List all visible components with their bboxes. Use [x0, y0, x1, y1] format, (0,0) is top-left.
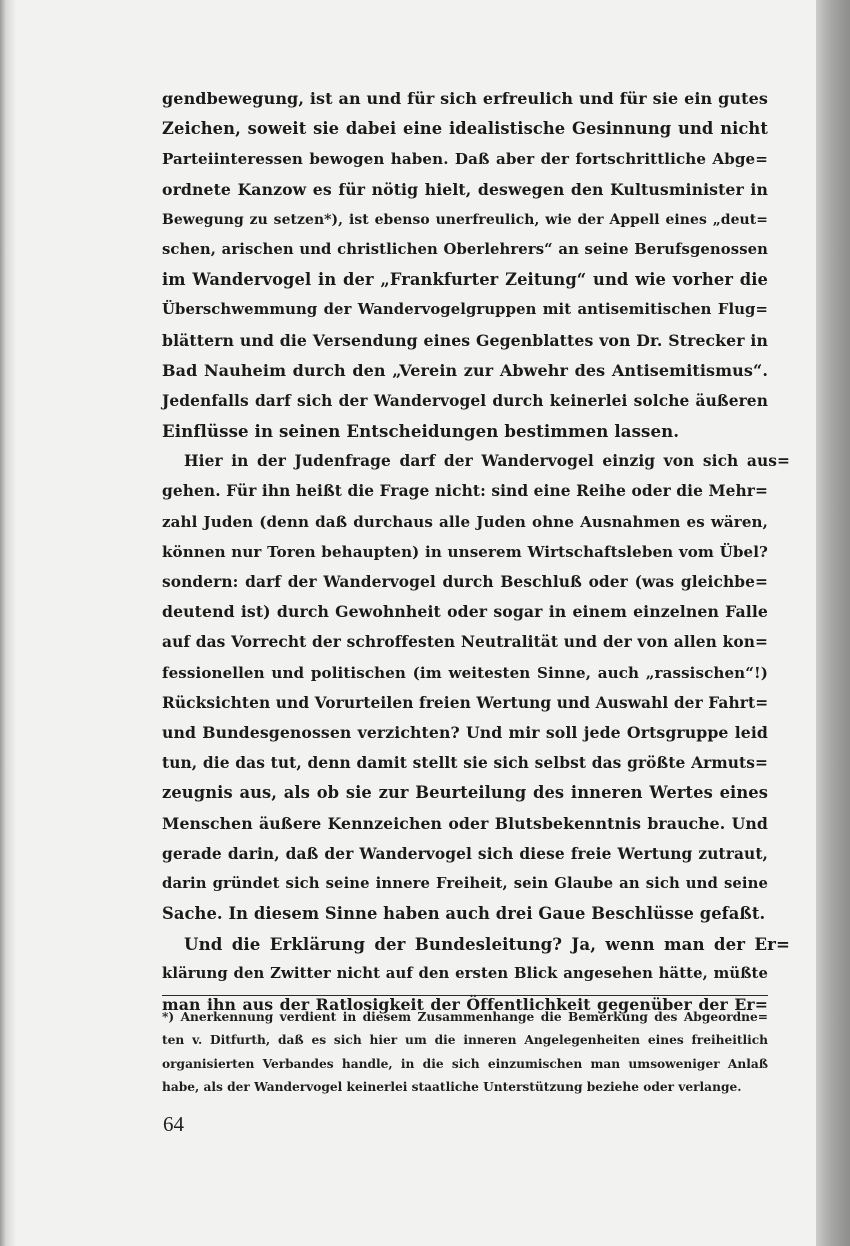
footnote-line: habe, als der Wandervogel keinerlei staatliche Unterstützung beziehe oder verlange. — [162, 1080, 742, 1095]
text-line: ordnete Kanzow es für nötig hielt, deswegen den Kultusminister in — [162, 179, 768, 199]
text-line: Zeichen, soweit sie dabei eine idealistische Gesinnung und nicht — [162, 119, 768, 139]
text-line: Überschwemmung der Wandervogelgruppen mit antisemitischen Flug= — [162, 301, 768, 319]
text-line: klärung den Zwitter nicht auf den ersten Blick angesehen hätte, müßte — [162, 965, 768, 983]
text-line: tun, die das tut, denn damit stellt sie sich selbst das größte Armuts= — [162, 754, 768, 773]
text-line: zahl Juden (denn daß durchaus alle Juden ohne Ausnahmen es wären, — [162, 512, 768, 531]
text-line: gehen. Für ihn heißt die Frage nicht: sind eine Reihe oder die Mehr= — [162, 482, 768, 501]
text-line: sondern: darf der Wandervogel durch Beschluß oder (was gleichbe= — [162, 573, 768, 591]
text-line: Sache. In diesem Sinne haben auch drei Gaue Beschlüsse gefaßt. — [162, 904, 766, 924]
text-line: Rücksichten und Vorurteilen freien Wertung und Auswahl der Fahrt= — [162, 693, 769, 712]
text-line: können nur Toren behaupten) in unserem Wirtschaftsleben vom Übel? — [162, 542, 768, 561]
body-text — [162, 84, 790, 1020]
footnote-divider — [162, 995, 768, 996]
binding-shadow — [816, 0, 850, 1246]
text-line: Bad Nauheim durch den „Verein zur Abwehr des Antisemitismus“. — [162, 360, 768, 380]
text-line: Und die Erklärung der Bundesleitung? Ja, wenn man der Er= — [184, 934, 790, 955]
footnote-line: *) Anerkennung verdient in diesem Zusammenhange die Bemerkung des Abgeordne= — [162, 1010, 768, 1024]
text-line: auf das Vorrecht der schroffesten Neutralität und der von allen kon= — [162, 633, 768, 652]
footnote-line: organisierten Verbandes handle, in die sich einzumischen man umsoweniger Anlaß — [162, 1056, 768, 1071]
text-line: gendbewegung, ist an und für sich erfreulich und für sie ein gutes — [162, 89, 768, 108]
text-line: zeugnis aus, als ob sie zur Beurteilung des inneren Wertes eines — [162, 783, 768, 803]
page-number: 64 — [163, 1112, 184, 1136]
text-line: Menschen äußere Kennzeichen oder Blutsbekenntnis brauche. Und — [162, 813, 768, 833]
text-line: Bewegung zu setzen*), ist ebenso unerfreulich, wie der Appell eines „deut= — [162, 211, 768, 228]
text-line: deutend ist) durch Gewohnheit oder sogar in einem einzelnen Falle — [162, 602, 768, 622]
text-line: man ihn aus der Ratlosigkeit der Öffentlichkeit gegenüber der Er= — [162, 994, 768, 1014]
text-line: schen, arischen und christlichen Oberlehrers“ an seine Berufsgenossen — [162, 240, 768, 258]
text-line: darin gründet sich seine innere Freiheit, sein Glaube an sich und seine — [162, 874, 768, 892]
text-line: Hier in der Judenfrage darf der Wandervogel einzig von sich aus= — [184, 452, 790, 471]
text-line: Einflüsse in seinen Entscheidungen bestimmen lassen. — [162, 421, 680, 442]
text-line: blättern und die Versendung eines Gegenblattes von Dr. Strecker in — [162, 330, 768, 350]
text-line: Jedenfalls darf sich der Wandervogel durch keinerlei solche äußeren — [162, 391, 768, 410]
text-line: fessionellen und politischen (im weitesten Sinne, auch „rassischen“!) — [162, 663, 768, 682]
text-line: Parteiinteressen bewogen haben. Daß aber der fortschrittliche Abge= — [162, 150, 768, 169]
text-line: gerade darin, daß der Wandervogel sich diese freie Wertung zutraut, — [162, 844, 768, 863]
footnote-line: ten v. Ditfurth, daß es sich hier um die inneren Angelegenheiten eines freiheitlich — [162, 1033, 768, 1048]
footnote — [162, 1006, 768, 1100]
text-line: und Bundesgenossen verzichten? Und mir soll jede Ortsgruppe leid — [162, 722, 768, 742]
text-line: im Wandervogel in der „Frankfurter Zeitung“ und wie vorher die — [162, 270, 768, 290]
